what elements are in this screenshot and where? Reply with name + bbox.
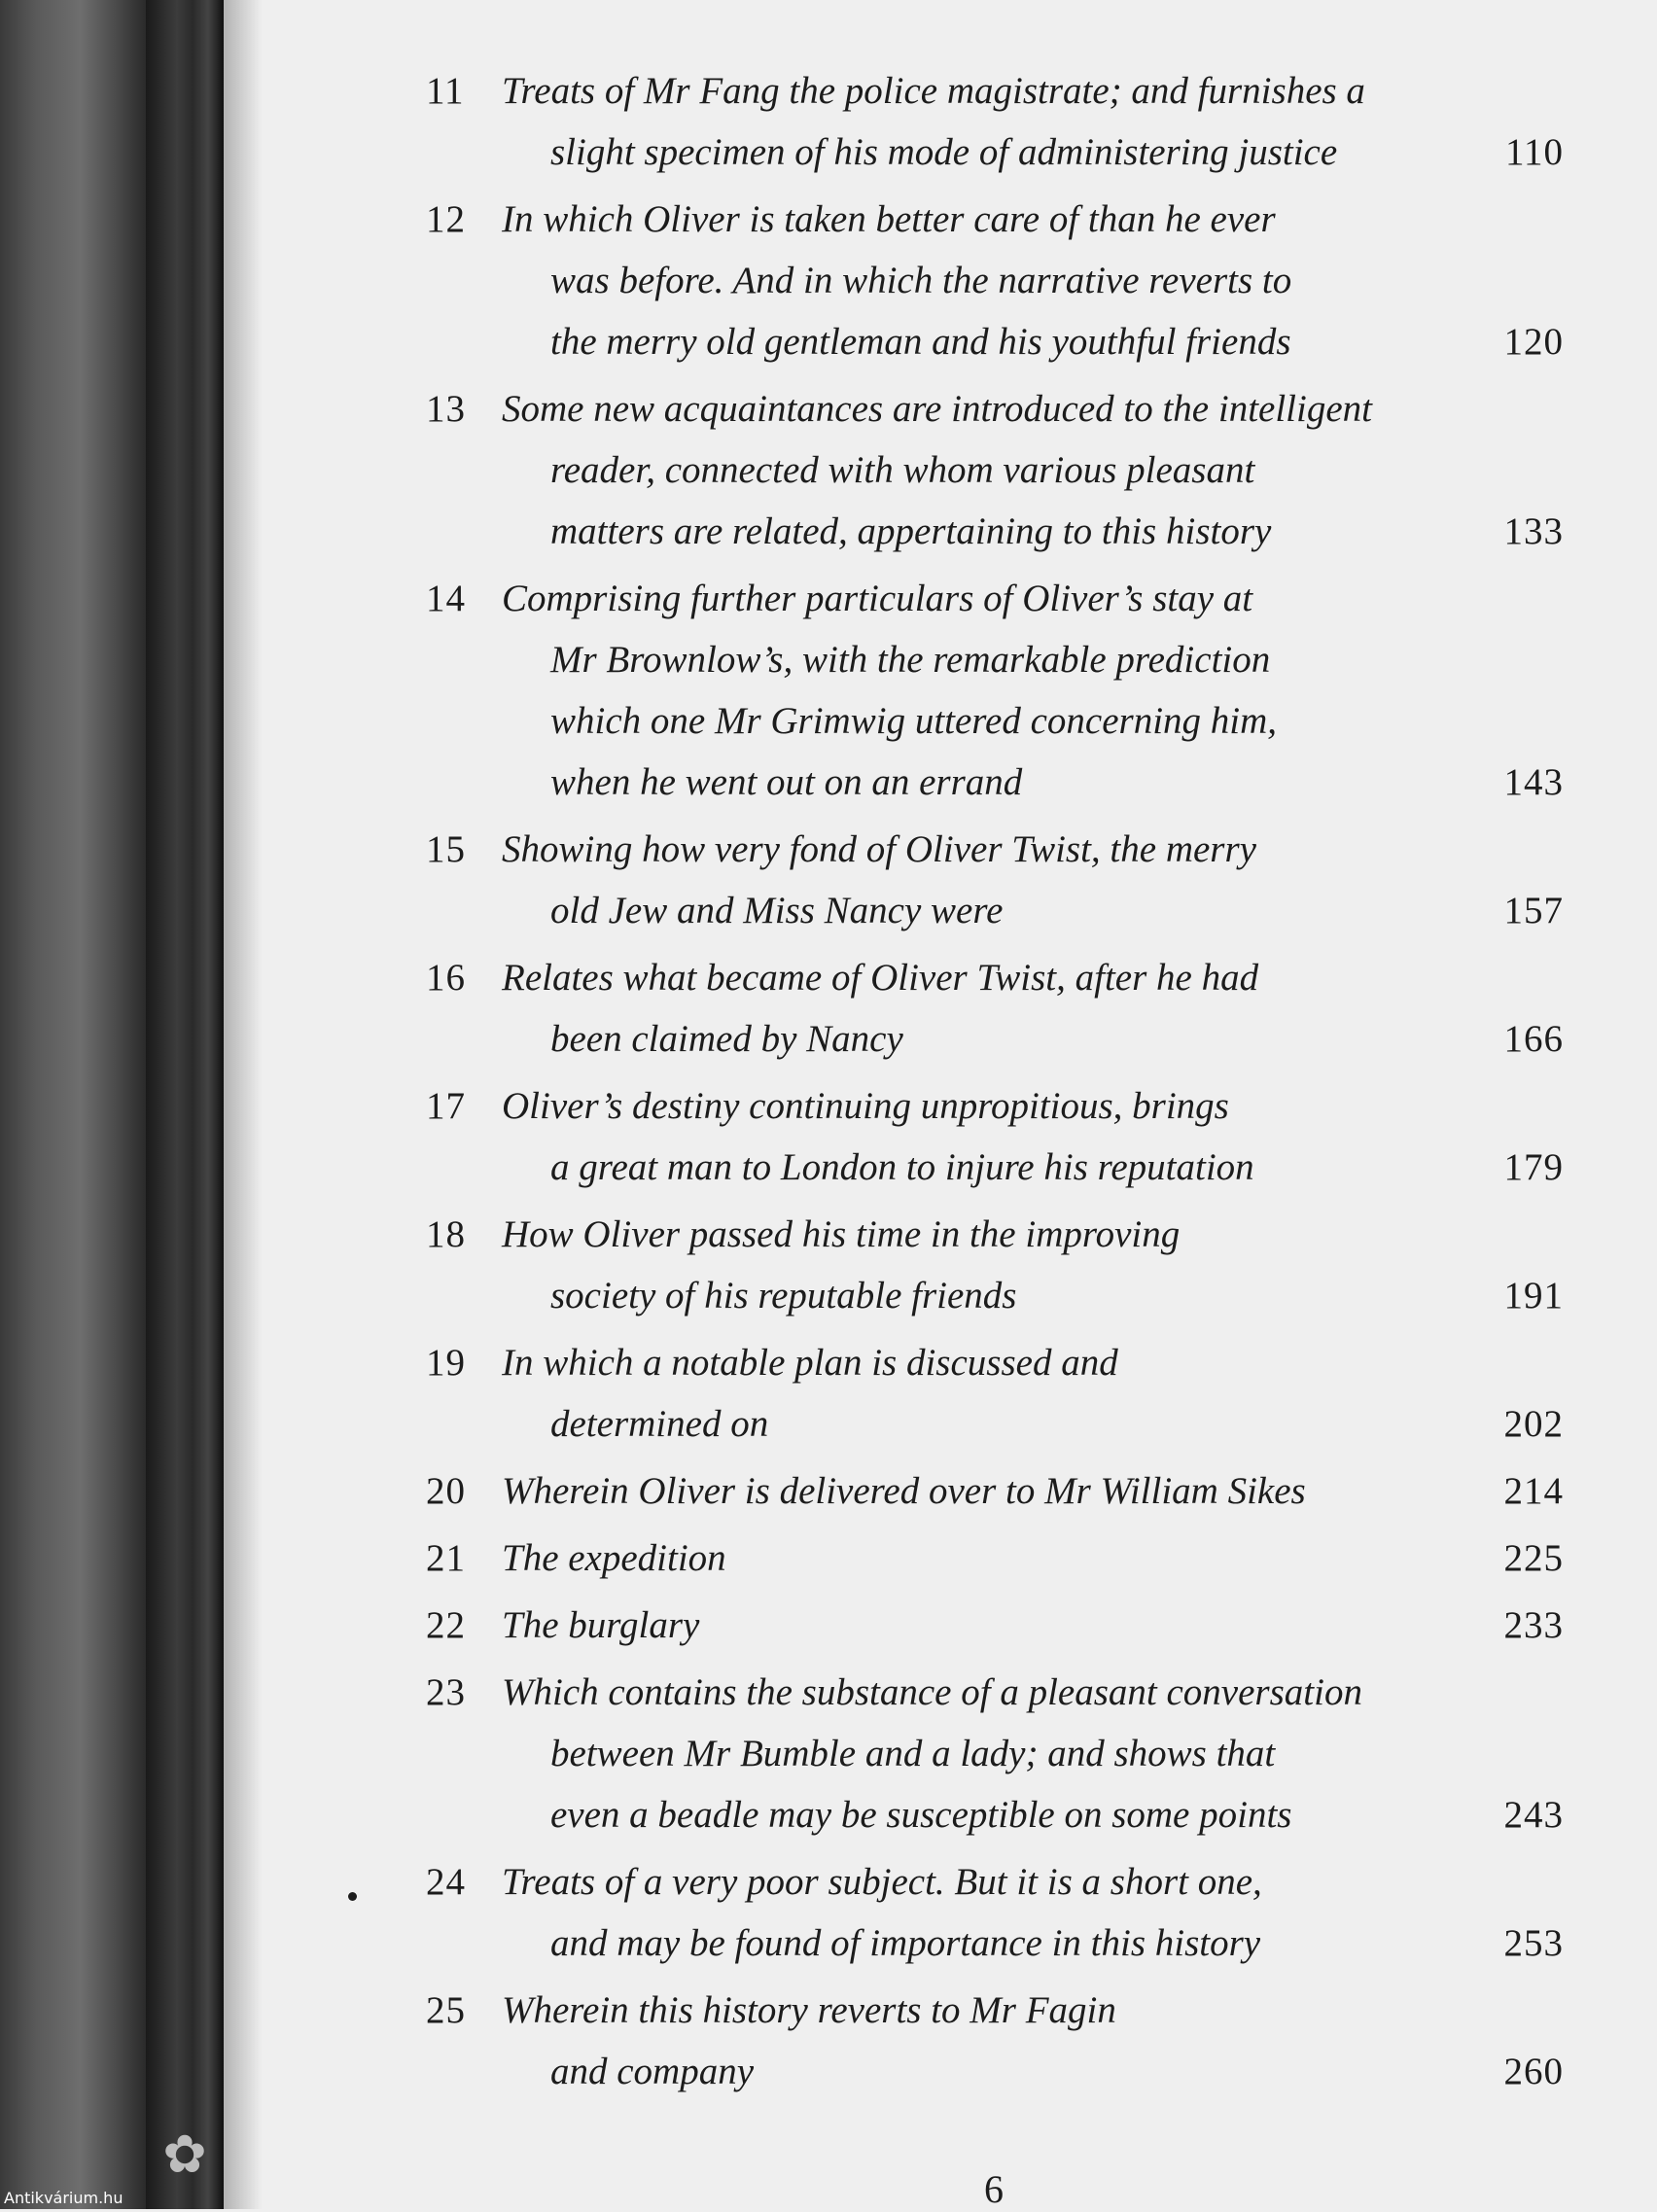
- chapter-number: 17: [426, 1085, 466, 1127]
- chapter-title-line: slight specimen of his mode of administering justice: [550, 131, 1338, 173]
- chapter-page-number: 120: [1503, 321, 1564, 363]
- chapter-title: [502, 1851, 1564, 1974]
- chapter-title: [502, 1595, 1564, 1656]
- toc-entry: [426, 1332, 1564, 1455]
- watermark-text: Antikvárium.hu: [4, 2189, 123, 2207]
- chapter-page-number: 143: [1503, 761, 1564, 803]
- chapter-title-line: old Jew and Miss Nancy were: [550, 890, 1004, 931]
- chapter-title-line: The expedition: [502, 1537, 726, 1579]
- chapter-title-line: In which a notable plan is discussed and: [502, 1342, 1118, 1384]
- chapter-page-number: 214: [1503, 1470, 1564, 1512]
- chapter-title-line: Wherein Oliver is delivered over to Mr William Sikes: [502, 1470, 1306, 1512]
- chapter-title: [502, 1460, 1564, 1522]
- chapter-title-line: Oliver’s destiny continuing unpropitious, brings: [502, 1085, 1229, 1127]
- chapter-page-number: 110: [1504, 131, 1564, 173]
- chapter-page-number: 179: [1503, 1146, 1564, 1188]
- chapter-title-line: a great man to London to injure his reputation: [550, 1146, 1254, 1188]
- chapter-title-line: determined on: [550, 1403, 769, 1445]
- chapter-number: 13: [426, 388, 466, 430]
- chapter-title-line: society of his reputable friends: [550, 1275, 1017, 1317]
- chapter-title-line: been claimed by Nancy: [550, 1018, 903, 1060]
- chapter-title-line: Treats of a very poor subject. But it is a short one,: [502, 1861, 1262, 1903]
- chapter-title-line: and company: [550, 2051, 755, 2092]
- chapter-title-line: reader, connected with whom various pleasant: [550, 449, 1255, 491]
- chapter-page-number: 202: [1503, 1403, 1564, 1445]
- toc-entry: [426, 1980, 1564, 2102]
- toc-entry: [426, 568, 1564, 813]
- chapter-page-number: 191: [1503, 1275, 1564, 1317]
- chapter-number: 22: [426, 1604, 466, 1646]
- chapter-page-number: 233: [1503, 1604, 1564, 1646]
- toc-entry: [426, 1662, 1564, 1845]
- chapter-page-number: 243: [1503, 1794, 1564, 1836]
- chapter-title: [502, 1662, 1564, 1845]
- chapter-title-line: Wherein this history reverts to Mr Fagin: [502, 1989, 1116, 2031]
- chapter-title-line: Some new acquaintances are introduced to the intelligent: [502, 388, 1373, 430]
- chapter-number: 12: [426, 198, 466, 240]
- chapter-title-line: when he went out on an errand: [550, 761, 1023, 803]
- chapter-number: 18: [426, 1213, 466, 1255]
- chapter-page-number: 133: [1503, 510, 1564, 552]
- chapter-title-line: The burglary: [502, 1604, 700, 1646]
- chapter-title-line: the merry old gentleman and his youthful friends: [550, 321, 1291, 363]
- page-number: 6: [984, 2167, 1004, 2211]
- chapter-page-number: 157: [1503, 890, 1564, 931]
- toc-entry: [426, 1527, 1564, 1589]
- toc-entry: [426, 378, 1564, 562]
- toc-entry: [426, 1851, 1564, 1974]
- chapter-title: [502, 819, 1564, 941]
- book-spine-band: [146, 0, 224, 2209]
- chapter-page-number: 253: [1503, 1922, 1564, 1964]
- toc-entry: [426, 1595, 1564, 1656]
- chapter-title-line: How Oliver passed his time in the improving: [502, 1213, 1181, 1255]
- chapter-title-line: Mr Brownlow’s, with the remarkable prediction: [550, 639, 1271, 681]
- chapter-title: [502, 189, 1564, 372]
- chapter-title: [502, 378, 1564, 562]
- chapter-title-line: even a beadle may be susceptible on some points: [550, 1794, 1292, 1836]
- chapter-title: [502, 1204, 1564, 1326]
- chapter-title-line: and may be found of importance in this history: [550, 1922, 1261, 1964]
- chapter-page-number: 225: [1503, 1537, 1564, 1579]
- chapter-title-line: Showing how very fond of Oliver Twist, the merry: [502, 828, 1256, 870]
- chapter-title: [502, 1332, 1564, 1455]
- chapter-title-line: matters are related, appertaining to this history: [550, 510, 1272, 552]
- chapter-title-line: Which contains the substance of a pleasant conversation: [502, 1671, 1362, 1713]
- chapter-title-line: Treats of Mr Fang the police magistrate; and furnishes a: [502, 70, 1365, 112]
- chapter-number: 21: [426, 1537, 466, 1579]
- chapter-title: [502, 1075, 1564, 1198]
- page-speck: [348, 1892, 357, 1901]
- toc-entry: [426, 819, 1564, 941]
- toc-entry: [426, 1075, 1564, 1198]
- toc-entry: [426, 1460, 1564, 1522]
- chapter-number: 14: [426, 578, 466, 619]
- chapter-number: 23: [426, 1671, 466, 1713]
- chapter-number: 24: [426, 1861, 466, 1903]
- chapter-title: [502, 568, 1564, 813]
- toc-entry: [426, 1204, 1564, 1326]
- flower-ornament-icon: ✿: [162, 2123, 207, 2185]
- chapter-number: 25: [426, 1989, 466, 2031]
- page-gutter-shadow: [224, 0, 263, 2209]
- chapter-title-line: between Mr Bumble and a lady; and shows that: [550, 1733, 1276, 1774]
- chapter-number: 16: [426, 957, 466, 999]
- chapter-number: 19: [426, 1342, 466, 1384]
- chapter-title-line: which one Mr Grimwig uttered concerning him,: [550, 700, 1278, 742]
- table-of-contents: [426, 60, 1564, 2108]
- chapter-page-number: 166: [1503, 1018, 1564, 1060]
- chapter-title-line: Comprising further particulars of Oliver’s stay at: [502, 578, 1253, 619]
- toc-entry: [426, 189, 1564, 372]
- chapter-page-number: 260: [1503, 2051, 1564, 2092]
- chapter-title: [502, 1980, 1564, 2102]
- chapter-title-line: was before. And in which the narrative reverts to: [550, 260, 1292, 301]
- toc-entry: [426, 947, 1564, 1070]
- chapter-title-line: Relates what became of Oliver Twist, after he had: [502, 957, 1259, 999]
- chapter-title-line: In which Oliver is taken better care of than he ever: [502, 198, 1276, 240]
- chapter-title: [502, 947, 1564, 1070]
- toc-entry: [426, 60, 1564, 183]
- chapter-number: 20: [426, 1470, 466, 1512]
- chapter-number: 15: [426, 828, 466, 870]
- chapter-title: [502, 60, 1564, 183]
- chapter-title: [502, 1527, 1564, 1589]
- chapter-number: 11: [426, 70, 465, 112]
- book-spine: [0, 0, 146, 2209]
